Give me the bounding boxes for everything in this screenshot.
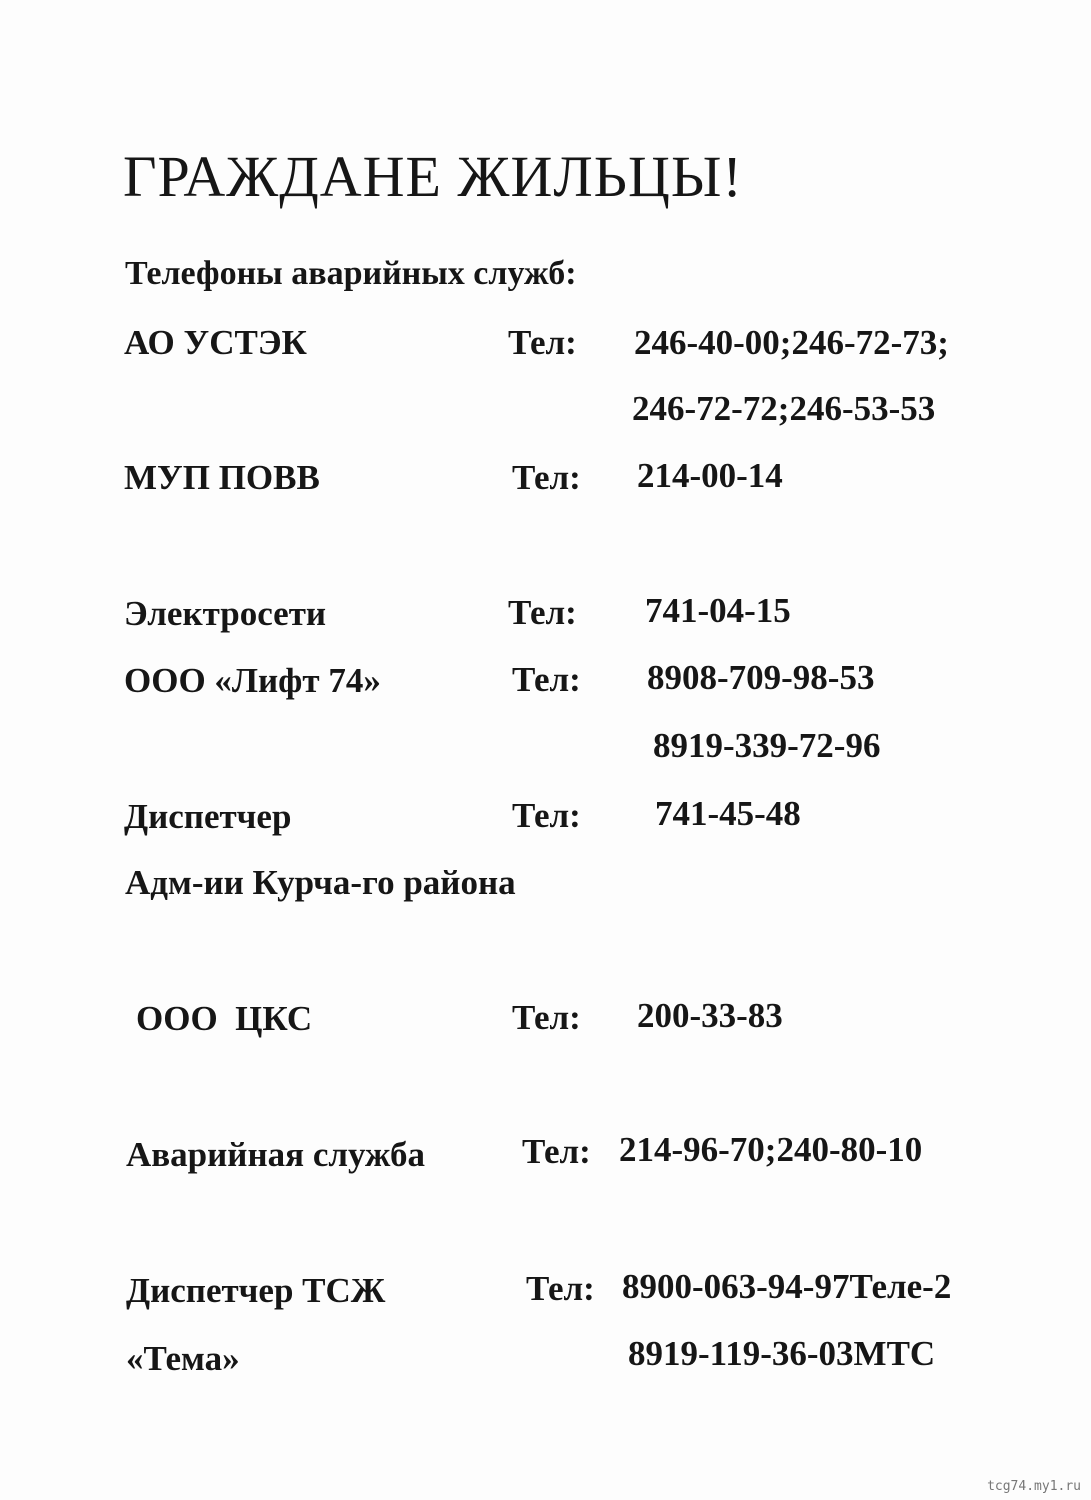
emergency-phones-heading: Телефоны аварийных служб: xyxy=(125,255,577,292)
phone-ustek-1: 246-40-00;246-72-73; xyxy=(634,323,949,362)
phone-elektroseti: 741-04-15 xyxy=(645,591,791,630)
phone-tszh-dispatcher-1: 8900-063-94-97Теле-2 xyxy=(622,1267,952,1306)
phone-lift-74-1: 8908-709-98-53 xyxy=(647,658,875,697)
tel-label-emergency-service: Тел: xyxy=(522,1132,591,1171)
tel-label-elektroseti: Тел: xyxy=(508,593,577,632)
entry-name-lift-74: ООО «Лифт 74» xyxy=(124,661,381,700)
entry-name-emergency-service: Аварийная служба xyxy=(126,1135,425,1174)
entry-name-dispatcher: Диспетчер xyxy=(124,797,292,836)
tel-label-ustek: Тел: xyxy=(508,323,577,362)
page-title: ГРАЖДАНЕ ЖИЛЬЦЫ! xyxy=(123,144,743,209)
phone-ustek-2: 246-72-72;246-53-53 xyxy=(632,389,936,428)
tel-label-tszh-dispatcher: Тел: xyxy=(526,1269,595,1308)
phone-mup-povv: 214-00-14 xyxy=(637,456,783,495)
entry-name-tszh-dispatcher: Диспетчер ТСЖ xyxy=(126,1271,386,1310)
tel-label-lift-74: Тел: xyxy=(512,660,581,699)
tel-label-mup-povv: Тел: xyxy=(512,458,581,497)
phone-lift-74-2: 8919-339-72-96 xyxy=(653,726,881,765)
tel-label-tsks: Тел: xyxy=(512,998,581,1037)
entry-name-tszh-dispatcher-line2: «Тема» xyxy=(126,1339,240,1378)
entry-name-ustek: АО УСТЭК xyxy=(124,323,307,362)
phone-tsks: 200-33-83 xyxy=(637,996,783,1035)
entry-name-elektroseti: Электросети xyxy=(124,594,327,633)
entry-name-tsks: ООО ЦКС xyxy=(136,999,313,1038)
phone-tszh-dispatcher-2: 8919-119-36-03МТС xyxy=(628,1334,936,1373)
entry-name-mup-povv: МУП ПОВВ xyxy=(124,458,320,497)
site-watermark: tcg74.my1.ru xyxy=(987,1479,1081,1494)
entry-name-dispatcher-line2: Адм-ии Курча-го района xyxy=(125,863,516,902)
tel-label-dispatcher: Тел: xyxy=(512,796,581,835)
phone-dispatcher: 741-45-48 xyxy=(655,794,801,833)
phone-emergency-service: 214-96-70;240-80-10 xyxy=(619,1130,923,1169)
